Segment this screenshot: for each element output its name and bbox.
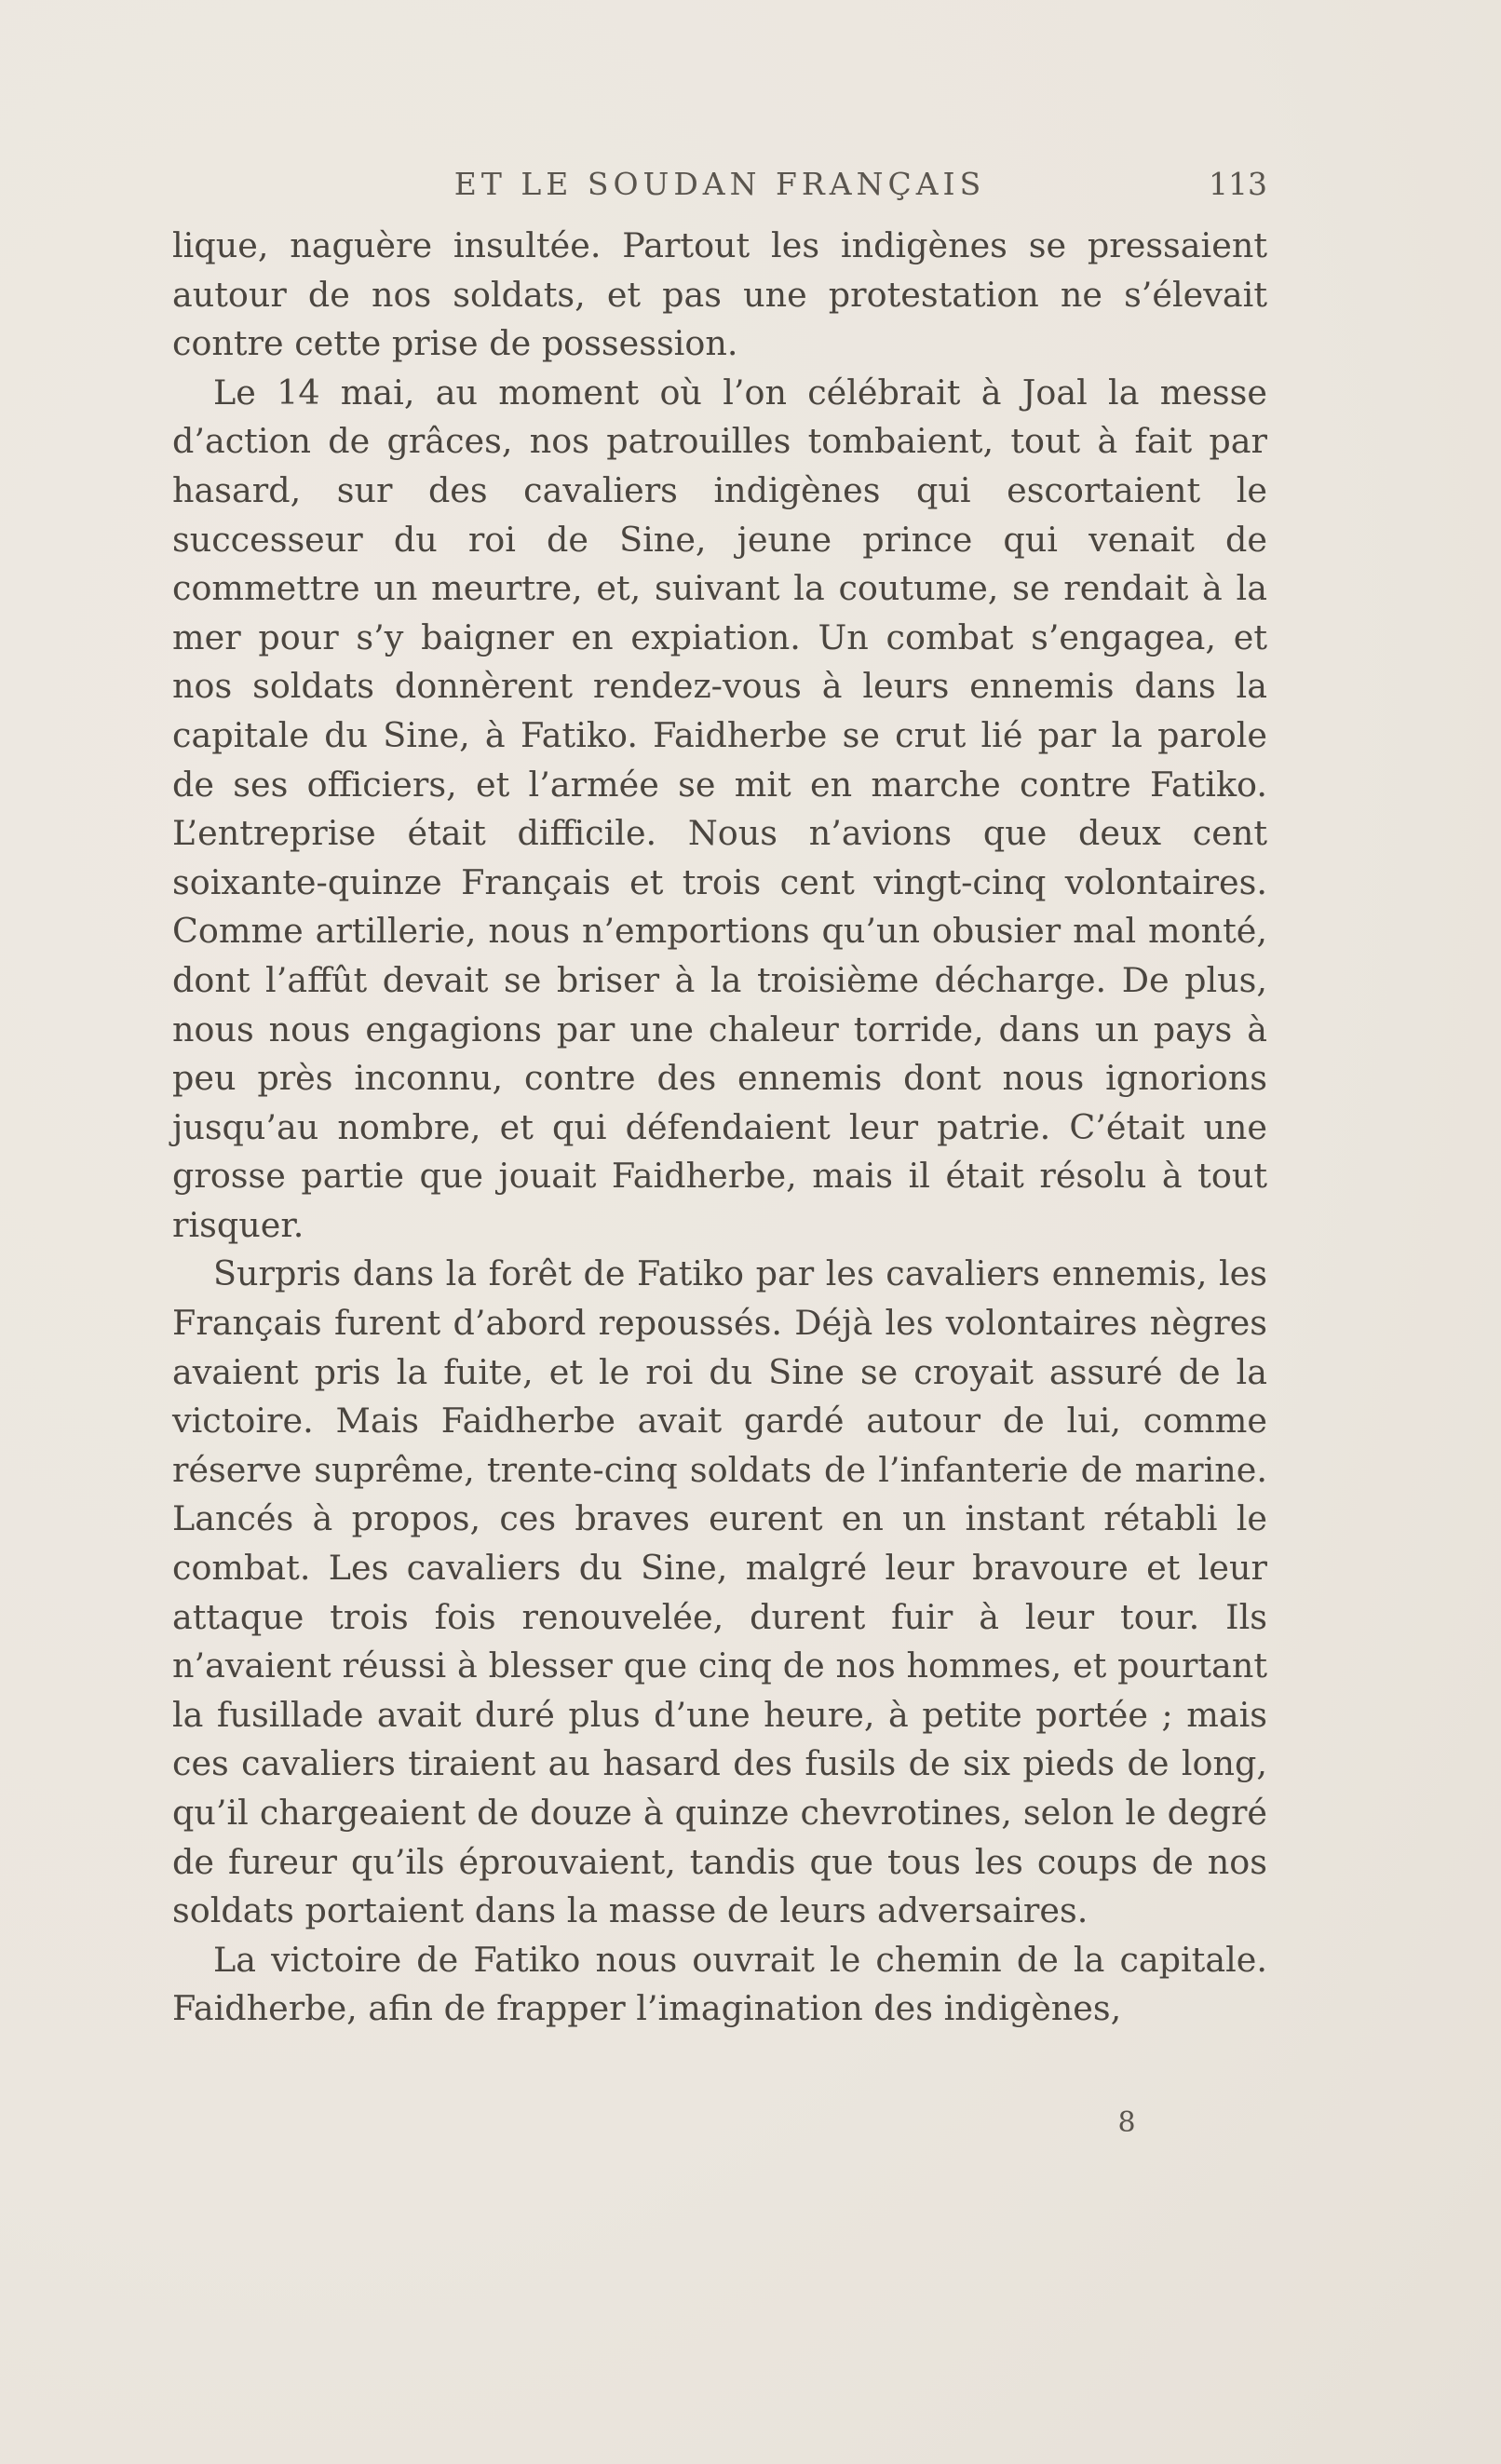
paragraph-continued: lique, naguère insultée. Partout les indigènes se pressaient autour de nos soldats, et pas une protestation ne s’élevait contre cette prise de possession.	[172, 225, 1267, 364]
body-text	[172, 222, 1267, 2034]
paragraph: Surpris dans la forêt de Fatiko par les cavaliers ennemis, les Français furent d’abord repoussés. Déjà les volontaires nègres avaient pris la fuite, et le roi du Sine se croyait assuré de la victoire. Mais Faidherbe avait gardé autour de lui, comme réserve suprême, trente-cinq soldats de l’infanterie de marine. Lancés à propos, ces braves eurent en un instant rétabli le combat. Les cavaliers du Sine, malgré leur bravoure et leur attaque trois fois renouvelée, durent fuir à leur tour. Ils n’avaient réussi à blesser que cinq de nos hommes, et pourtant la fusillade avait duré plus d’une heure, à petite portée ; mais ces cavaliers tiraient au hasard des fusils de six pieds de long, qu’il chargeaient de douze à quinze chevrotines, selon le degré de fureur qu’ils éprouvaient, tandis que tous les coups de nos soldats portaient dans la masse de leurs adversaires.	[172, 1253, 1267, 1931]
signature-mark: 8	[1117, 2106, 1136, 2139]
page-header	[172, 166, 1267, 212]
page-number: 113	[1209, 166, 1267, 202]
paragraph: Le 14 mai, au moment où l’on célébrait à Joal la messe d’action de grâces, nos patrouilles tombaient, tout à fait par hasard, sur des cavaliers indigènes qui escortaient le successeur du roi de Sine, jeune prince qui venait de commettre un meurtre, et, suivant la coutume, se rendait à la mer pour s’y baigner en expiation. Un combat s’engagea, et nos soldats donnèrent rendez-vous à leurs ennemis dans la capitale du Sine, à Fatiko. Faidherbe se crut lié par la parole de ses officiers, et l’armée se mit en marche contre Fatiko. L’entreprise était difficile. Nous n’avions que deux cent soixante-quinze Français et trois cent vingt-cinq volontaires. Comme artillerie, nous n’emportions qu’un obusier mal monté, dont l’affût devait se briser à la troisième décharge. De plus, nous nous engagions par une chaleur torride, dans un pays à peu près inconnu, contre des ennemis dont nous ignorions jusqu’au nombre, et qui défendaient leur patrie. C’était une grosse partie que jouait Faidherbe, mais il était résolu à tout risquer.	[172, 372, 1267, 1245]
paragraph: La victoire de Fatiko nous ouvrait le chemin de la capitale. Faidherbe, afin de frapper l’imagination des indigènes,	[172, 1939, 1267, 2029]
running-title: ET LE SOUDAN FRANÇAIS	[453, 166, 986, 202]
